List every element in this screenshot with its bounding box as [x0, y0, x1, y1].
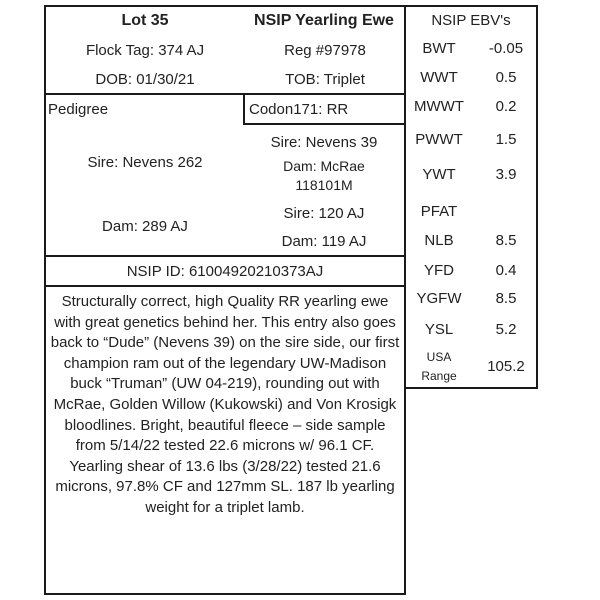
dam-dam: Dam: 119 AJ [281, 233, 367, 250]
ebv-label: PFAT [420, 203, 458, 220]
ebv-label: YWT [422, 166, 456, 183]
ebv-value: 8.5 [495, 290, 517, 307]
ebv-value: -0.05 [488, 40, 524, 57]
ebv-value: 8.5 [495, 232, 517, 249]
ebv-row-pfat [404, 197, 538, 227]
pedigree-label: Pedigree [48, 101, 109, 118]
date-of-birth: DOB: 01/30/21 [95, 71, 195, 88]
ebv-value: 0.2 [495, 98, 517, 115]
usa-range-value: 105.2 [487, 358, 525, 375]
codon-status: Codon171: RR [249, 101, 349, 118]
type-of-birth: TOB: Triplet [285, 71, 365, 88]
ebv-value: 0.4 [495, 262, 517, 279]
ebv-label: WWT [420, 69, 458, 86]
description-text: Structurally correct, high Quality RR yearling ewe with great genetics behind her. This entry also goes back to “Dude” (Nevens 39) on the sire side, our first champion ram out of the legendary UW-Madison buck “Truman” (UW 04-219), rounding out with McRae, Golden Willow (Kukowski) and Von Krosigk bloodlines. Bright, beautiful fleece – side sample from 5/14/22 tested 22.6 microns w/ 96.1 CF. Yearling shear of 13.6 lbs (3/28/22) tested 21.6 microns, 97.8% CF and 127mm SL. 187 lb yearling weight for a triplet lamb. [50, 293, 400, 516]
nsip-id: NSIP ID: 61004920210373AJ [126, 263, 324, 280]
ebv-row-pwwt [404, 125, 538, 155]
usa-range-label-line1: USA [426, 350, 452, 364]
ebv-label: BWT [422, 40, 456, 57]
ebv-label: PWWT [415, 131, 463, 148]
ebv-value: 3.9 [495, 166, 517, 183]
ebv-row-ywt [404, 160, 538, 190]
flock-tag: Flock Tag: 374 AJ [85, 42, 205, 59]
ebv-label: NLB [424, 232, 454, 249]
ebv-row-wwt [404, 63, 538, 93]
sire-dam-line2: 118101M [295, 177, 353, 193]
lot-number: Lot 35 [121, 12, 169, 29]
dam: Dam: 289 AJ [102, 218, 188, 235]
ebv-row-ygfw [404, 284, 538, 314]
usa-range-label-line2: Range [421, 369, 457, 383]
ebv-row-yfd [404, 256, 538, 286]
ebv-value: 0.5 [495, 69, 517, 86]
ebv-row-nlb [404, 226, 538, 256]
sire: Sire: Nevens 262 [87, 154, 203, 171]
ebv-label: MWWT [414, 98, 464, 115]
sire-dam-line1: Dam: McRae [283, 158, 365, 174]
ebv-row-bwt [404, 34, 538, 64]
ebv-row-ysl [404, 315, 538, 345]
ebv-value: 5.2 [495, 321, 517, 338]
sire-sire: Sire: Nevens 39 [270, 134, 378, 151]
ebv-label: YSL [424, 321, 454, 338]
ebv-title: NSIP EBV's [431, 12, 511, 29]
ebv-value: 1.5 [495, 131, 517, 148]
registration-number: Reg #97978 [284, 42, 366, 59]
page-title: NSIP Yearling Ewe [254, 12, 394, 29]
ebv-label: YGFW [416, 290, 462, 307]
dam-sire: Sire: 120 AJ [283, 205, 365, 222]
ebv-row-mwwt [404, 92, 538, 122]
ebv-label: YFD [424, 262, 454, 279]
